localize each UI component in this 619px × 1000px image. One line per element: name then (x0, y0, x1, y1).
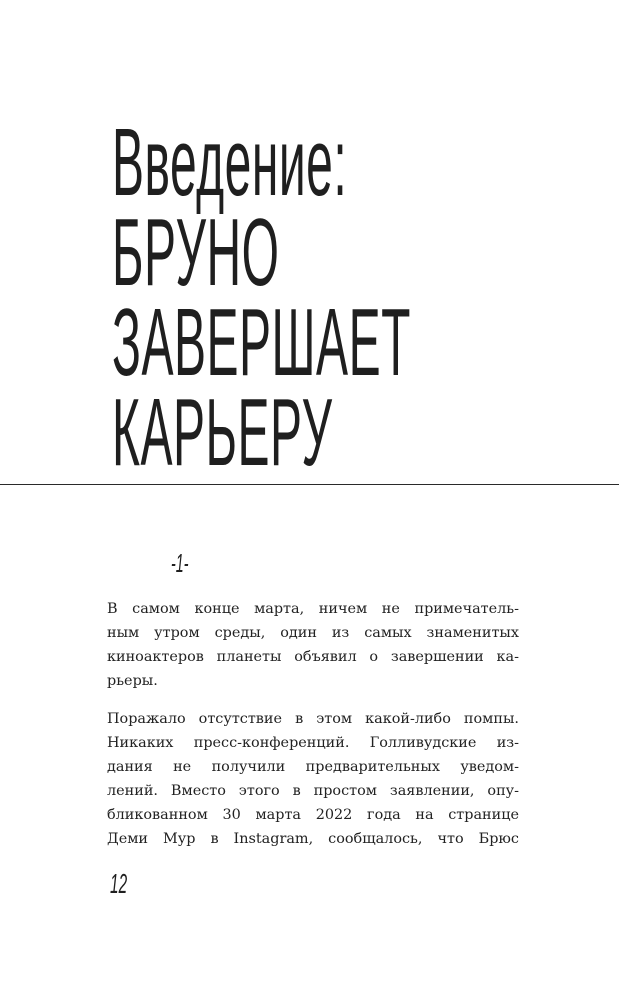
title-divider (0, 484, 619, 485)
chapter-title (112, 109, 411, 486)
chapter-title-line: Введение: (112, 109, 348, 216)
paragraph (107, 597, 519, 693)
page-number: 12 (110, 868, 128, 899)
text-line: Поражало отсутствие в этом какой-либо помпы. (107, 711, 519, 727)
text-line: дания не получили предварительных уведом- (107, 759, 519, 775)
body-text (107, 597, 519, 851)
text-line: бликованном 30 марта 2022 года на странице (107, 807, 519, 823)
text-line: Деми Мур в Instagram, сообщалось, что Брюс (107, 831, 519, 847)
text-line: лений. Вместо этого в простом заявлении, опу- (107, 783, 519, 799)
text-line: Никаких пресс-конференций. Голливудские из- (107, 735, 519, 751)
section-marker: -1- (171, 548, 189, 578)
paragraph (107, 707, 519, 851)
text-line: киноактеров планеты объявил о завершении ка- (107, 649, 519, 665)
chapter-title-line: ЗАВЕРШАЕТ (112, 289, 411, 396)
text-line: рьеры. (107, 673, 158, 689)
chapter-title-line: БРУНО (112, 199, 280, 306)
text-line: ным утром среды, один из самых знаменитых (107, 625, 519, 641)
chapter-title-line: КАРЬЕРУ (112, 379, 333, 486)
text-line: В самом конце марта, ничем не примечатель- (107, 601, 519, 617)
